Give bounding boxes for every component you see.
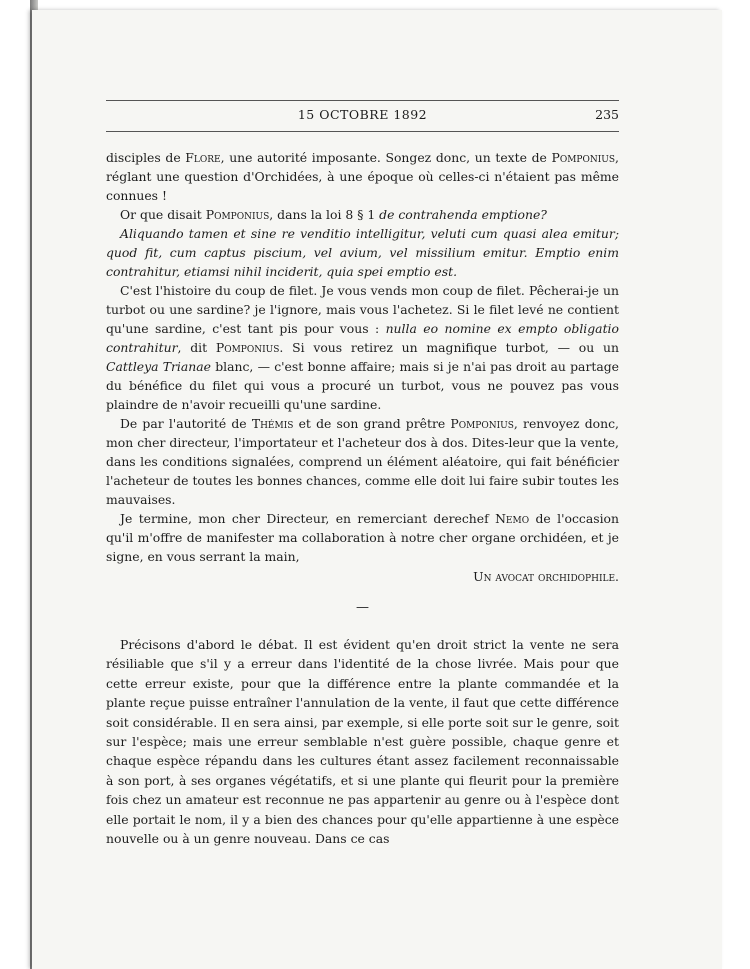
name-nemo: Nemo <box>495 511 530 526</box>
latin-quotation: Aliquando tamen et sine re venditio intelligitur, veluti cum quasi alea emitur; quod fit, cum captus piscium, vel avium, vel missilium emitur. Emptio enim contrahitur, etiamsi nihil inciderit, quia spei emptio est. <box>106 226 619 279</box>
plant-name: Cattleya Trianae <box>106 359 211 374</box>
name-pomponius: Pomponius <box>551 150 616 165</box>
page-content <box>106 100 619 848</box>
paragraph-2 <box>106 205 619 224</box>
section-2 <box>106 635 619 848</box>
text: de l'occasion qu'il m'offre de manifester ma collaboration à notre cher organe orchidéen, et je signe, en vous serrant la main, <box>106 511 620 564</box>
text: blanc, — c'est bonne affaire; mais si je n'ai pas droit au partage du bénéfice du filet qui vous a procuré un turbot, vous ne pouvez pas vous plaindre de n'avoir recueilli qu'une sardine. <box>106 359 619 412</box>
page-number: 235 <box>595 107 619 122</box>
text: disciples de <box>106 150 186 165</box>
text: C'est l'histoire du coup de filet. Je vous vends mon coup de filet. Pêcherai-je un turbot ou une sardine? je l'ignore, mais vous l'achetez. Si le filet levé ne contient qu'une sardine, c'est tant pis pour vous : <box>106 283 619 336</box>
latin-phrase: nulla eo nomine ex empto obligatio contrahitur <box>106 321 619 355</box>
text: De par l'autorité de <box>120 416 252 431</box>
text: , renvoyez donc, mon cher directeur, l'importateur et l'acheteur dos à dos. Dites-leur que la vente, dans les conditions signalées, comprend un élément aléatoire, qui fait bénéficier l'acheteur de toutes les bonnes chances, comme elle doit lui faire subir toutes les mauvaises. <box>106 416 619 507</box>
paragraph-1 <box>106 148 619 205</box>
name-pomponius: Pomponius <box>215 340 280 355</box>
paragraph-4 <box>106 281 619 414</box>
paragraph-5 <box>106 414 619 509</box>
text: Je termine, mon cher Directeur, en remerciant derechef <box>120 511 496 526</box>
text: . Si vous retirez un magnifique turbot, — ou un <box>279 340 619 355</box>
text: , dans la loi 8 § 1 <box>269 207 380 222</box>
text: , dit <box>177 340 216 355</box>
text: , une autorité imposante. Songez donc, un texte de <box>220 150 552 165</box>
paragraph-6 <box>106 509 619 566</box>
name-pomponius: Pomponius <box>450 416 514 431</box>
running-header <box>106 100 619 132</box>
name-flore: Flore <box>185 150 221 165</box>
text: et de son grand prêtre <box>293 416 451 431</box>
section-separator: — <box>356 600 369 615</box>
signature: Un avocat orchidophile. <box>473 569 619 584</box>
paragraph-7: Précisons d'abord le débat. Il est évident qu'en droit strict la vente ne sera résiliable que s'il y a erreur dans l'identité de la chose livrée. Mais pour que cette erreur existe, pour que la différence entre la plante commandée et la plante reçue puisse entraîner l'annulation de la vente, il faut que cette différence soit considérable. Il en sera ainsi, par exemple, si elle porte soit sur le genre, soit sur l'espèce; mais une erreur semblable n'est guère possible, chaque genre et chaque espèce répandu dans les cultures étant assez facilement reconnaissable à son port, à ses organes végétatifs, et si une plante qui fleurit pour la première fois chez un amateur est reconnue ne pas appartenir au genre ou à l'espèce dont elle portait le nom, il y a bien des chances pour qu'elle appartienne à une espèce nouvelle ou à un genre nouveau. Dans ce cas <box>106 637 619 847</box>
name-themis: Thémis <box>251 416 294 431</box>
text: Or que disait <box>120 207 206 222</box>
legal-reference: de contrahenda emptione? <box>379 207 547 222</box>
text: , réglant une question d'Orchidées, à une époque où celles-ci n'étaient pas même connues ! <box>106 150 619 203</box>
header-date: 15 OCTOBRE 1892 <box>297 107 428 122</box>
name-pomponius: Pomponius <box>205 207 270 222</box>
